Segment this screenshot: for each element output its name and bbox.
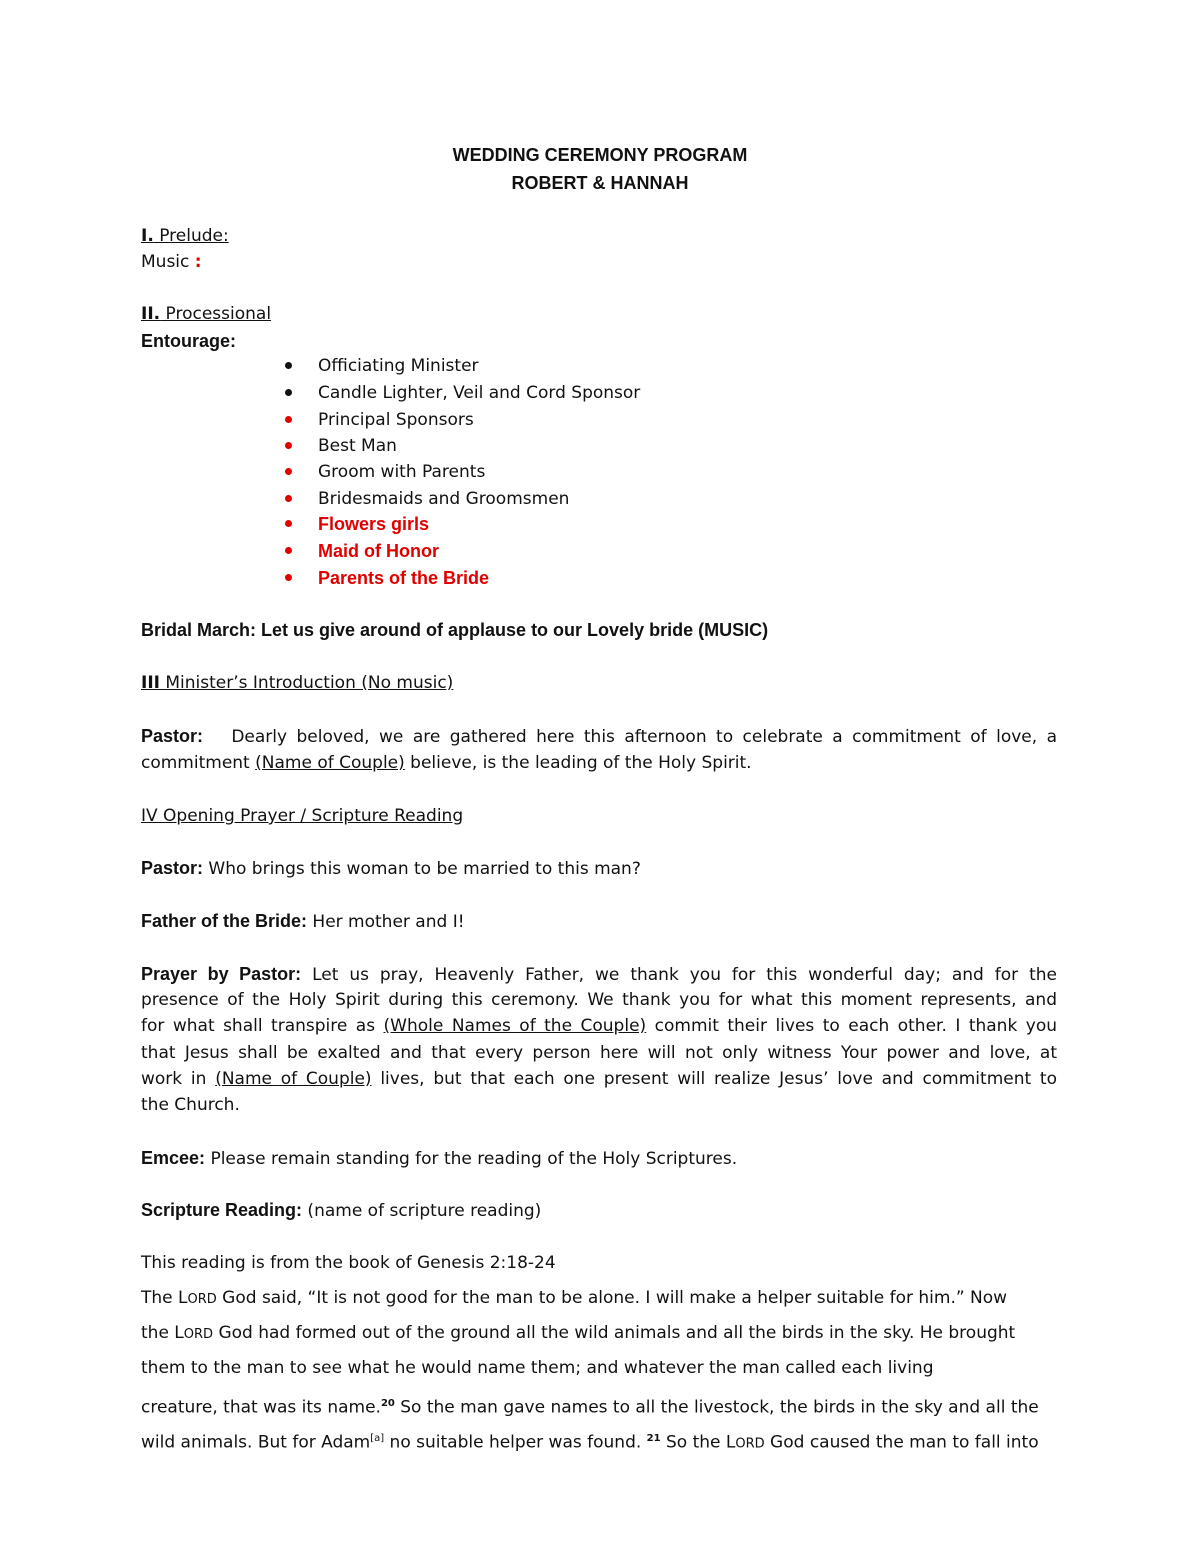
pastor-text: Who brings this woman to be married to this man? [203, 859, 641, 879]
reading-text: God caused the man to fall into [764, 1432, 1039, 1453]
prayer-text: work in [141, 1069, 216, 1089]
intro-text: commitment [141, 753, 256, 773]
music-colon: : [194, 252, 202, 272]
prayer-label: Prayer by Pastor: [141, 964, 302, 984]
small-caps: ORD [187, 1292, 217, 1307]
reading-text: creature, that was its name. [141, 1397, 381, 1418]
prelude-heading [141, 225, 229, 247]
reading-text: The L [141, 1288, 188, 1308]
processional-number: II. [141, 304, 161, 324]
bullet-icon [285, 495, 292, 502]
processional-heading [141, 303, 271, 325]
music-label: Music [141, 252, 195, 272]
intro-number: III [141, 673, 160, 693]
verse-number: 21 [646, 1433, 661, 1444]
bullet-icon [285, 468, 292, 475]
prayer-text: for what shall transpire as [141, 1016, 384, 1036]
intro-text: Dearly beloved, we are gathered here this afternoon to celebrate a commitment of love, a [231, 727, 1057, 747]
father-text: Her mother and I! [307, 912, 465, 932]
prayer-line-3 [141, 1015, 1057, 1037]
prayer-text: Let us pray, Heavenly Father, we thank you for this wonderful day; and for the [301, 965, 1057, 985]
placeholder-whole-names: (Whole Names of the Couple) [383, 1016, 647, 1036]
scripture-label: Scripture Reading: [141, 1200, 303, 1220]
reading-line-2 [141, 1322, 1015, 1346]
reading-text: God had formed out of the ground all the wild animals and all the birds in the sky. He brought [213, 1323, 1016, 1343]
scripture-text: (name of scripture reading) [302, 1201, 542, 1221]
opening-heading: IV Opening Prayer / Scripture Reading [141, 806, 464, 826]
list-item: Parents of the Bride [318, 568, 490, 588]
music-line [141, 251, 202, 273]
placeholder-couple: (Name of Couple) [255, 753, 405, 773]
small-caps: ORD [735, 1436, 765, 1452]
intro-text: believe, is the leading of the Holy Spirit. [404, 753, 752, 773]
program-title: WEDDING CEREMONY PROGRAM [452, 145, 748, 165]
father-answer [141, 910, 465, 933]
intro-label: Minister’s Introduction (No music) [159, 673, 454, 693]
list-item: Groom with Parents [318, 462, 486, 482]
bullet-icon [285, 389, 292, 396]
bridal-march: Bridal March: Let us give around of applause to our Lovely bride (MUSIC) [141, 620, 769, 640]
bullet-icon [285, 362, 292, 369]
bullet-icon [285, 442, 292, 449]
list-item: Bridesmaids and Groomsmen [318, 489, 570, 509]
emcee-text: Please remain standing for the reading of the Holy Scriptures. [205, 1149, 738, 1169]
prayer-text: lives, but that each one present will realize Jesus’ love and commitment to [371, 1069, 1057, 1089]
couple-names: ROBERT & HANNAH [511, 173, 689, 193]
scripture-line [141, 1199, 541, 1222]
list-item: Flowers girls [318, 514, 430, 534]
entourage-label: Entourage: [141, 331, 237, 351]
reading-text: So the man gave names to all the livestock, the birds in the sky and all the [394, 1397, 1039, 1418]
prayer-line-2: presence of the Holy Spirit during this ceremony. We thank you for what this moment represents, and [141, 990, 1057, 1010]
list-item: Best Man [318, 436, 397, 456]
bullet-icon [285, 520, 292, 527]
intro-heading [141, 672, 453, 694]
list-item: Principal Sponsors [318, 410, 474, 430]
bullet-icon [285, 547, 292, 554]
reading-line-1 [141, 1287, 1007, 1311]
list-item: Candle Lighter, Veil and Cord Sponsor [318, 383, 641, 403]
reading-text: God said, “It is not good for the man to be alone. I will make a helper suitable for him.” Now [216, 1288, 1008, 1308]
intro-line-1 [141, 725, 1057, 748]
prayer-line-4: that Jesus shall be exalted and that every person here will not only witness Your power and love, at [141, 1043, 1057, 1063]
prelude-label: Prelude: [153, 226, 229, 246]
prayer-line-5 [141, 1068, 1057, 1090]
list-item: Maid of Honor [318, 541, 439, 561]
footnote-link[interactable]: [a] [370, 1433, 385, 1444]
reading-line-3: them to the man to see what he would name them; and whatever the man called each living [141, 1358, 934, 1378]
list-item: Officiating Minister [318, 356, 479, 376]
prayer-text: commit their lives to each other. I thank you [646, 1016, 1057, 1036]
emcee-label: Emcee: [141, 1148, 206, 1168]
reading-intro: This reading is from the book of Genesis 2:18-24 [141, 1253, 556, 1273]
pastor-label: Pastor: [141, 726, 204, 746]
reading-text: wild animals. But for Adam [141, 1432, 371, 1453]
bullet-icon [285, 416, 292, 423]
reading-text: So the L [660, 1432, 736, 1453]
placeholder-couple: (Name of Couple) [215, 1069, 372, 1089]
reading-line-4 [141, 1393, 1039, 1419]
emcee-line [141, 1147, 737, 1170]
prayer-line-6: the Church. [141, 1095, 240, 1115]
processional-label: Processional [160, 304, 272, 324]
father-label: Father of the Bride: [141, 911, 308, 931]
verse-number: 20 [380, 1398, 395, 1409]
reading-line-5 [141, 1428, 1039, 1456]
bullet-icon [285, 574, 292, 581]
reading-text: the L [141, 1323, 184, 1343]
reading-text: no suitable helper was found. [384, 1432, 647, 1453]
pastor-question [141, 857, 641, 880]
intro-line-2 [141, 752, 752, 774]
prayer-line-1 [141, 963, 1057, 986]
prelude-number: I. [141, 226, 154, 246]
pastor-label: Pastor: [141, 858, 204, 878]
small-caps: ORD [183, 1327, 214, 1342]
